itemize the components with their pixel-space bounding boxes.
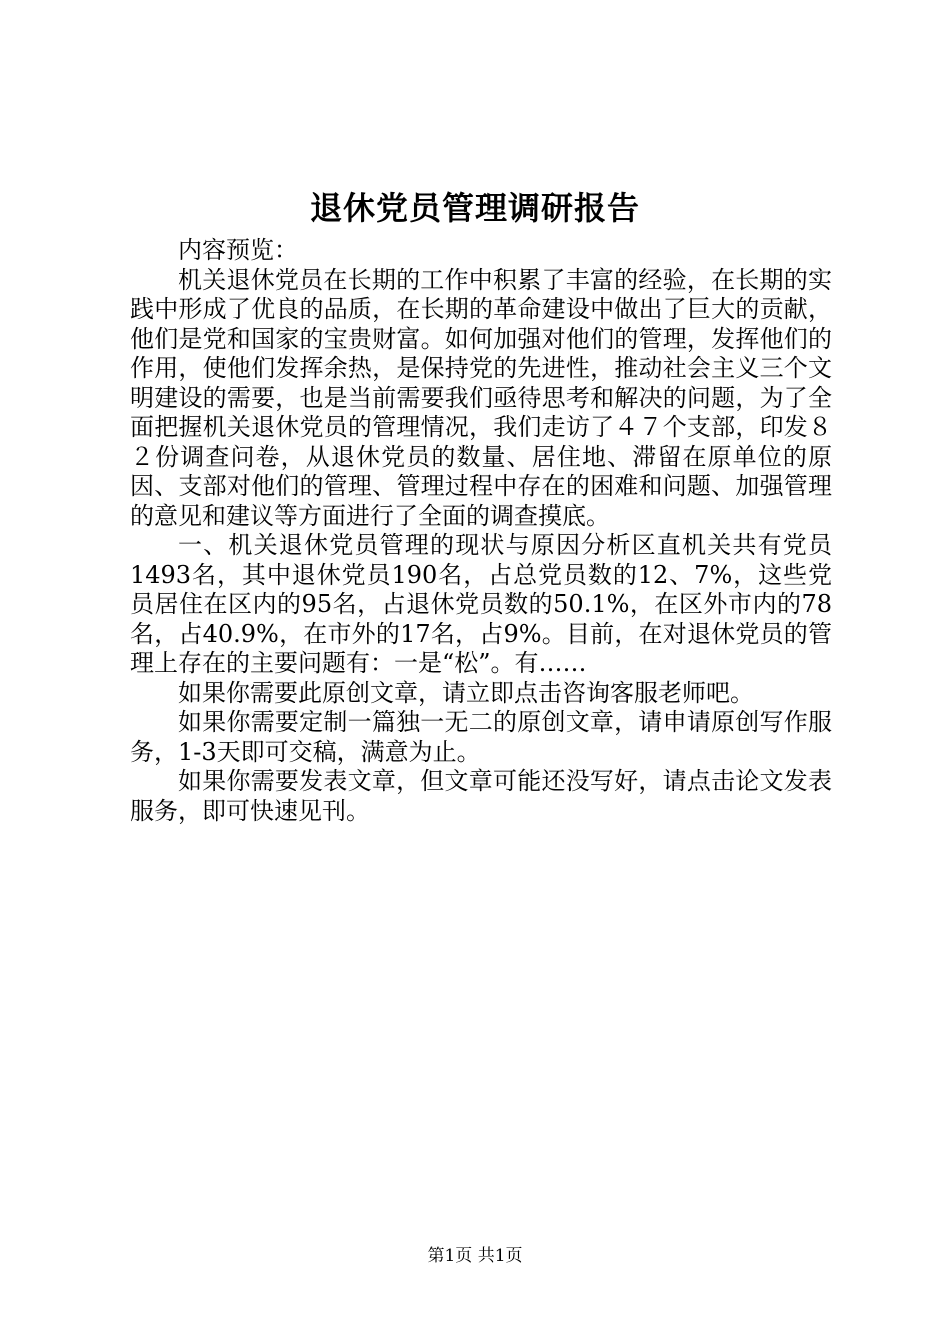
document-body — [130, 236, 832, 826]
preview-label: 内容预览： — [178, 236, 298, 264]
service-link-custom-writing[interactable]: 如果你需要定制一篇独一无二的原创文章，请申请原创写作服务，1-3天即可交稿，满意为止。 — [130, 708, 832, 766]
document-title: 退休党员管理调研报告 — [309, 189, 640, 227]
body-paragraph-intro: 机关退休党员在长期的工作中积累了丰富的经验，在长期的实践中形成了优良的品质，在长期的革命建设中做出了巨大的贡献，他们是党和国家的宝贵财富。如何加强对他们的管理，发挥他们的作用，使他们发挥余热，是保持党的先进性，推动社会主义三个文明建设的需要，也是当前需要我们亟待思考和解决的问题，为了全面把握机关退休党员的管理情况，我们走访了４７个支部，印发８２份调查问卷，从退休党员的数量、居住地、滞留在原单位的原因、支部对他们的管理、管理过程中存在的困难和问题、加强管理的意见和建议等方面进行了全面的调查摸底。 — [130, 265, 832, 530]
page-number: 第1页 共1页 — [427, 1246, 523, 1266]
service-link-publishing[interactable]: 如果你需要发表文章，但文章可能还没写好，请点击论文发表服务，即可快速见刊。 — [130, 767, 832, 825]
body-paragraph-status: 一、机关退休党员管理的现状与原因分析区直机关共有党员1493名，其中退休党员190名，占总党员数的12、7%，这些党员居住在区内的95名，占退休党员数的50.1%，在区外市内的78名，占40.9%，在市外的17名，占9%。目前，在对退休党员的管理上存在的主要问题有：一是“松”。有…… — [130, 531, 832, 677]
service-link-consult[interactable]: 如果你需要此原创文章，请立即点击咨询客服老师吧。 — [178, 678, 754, 707]
